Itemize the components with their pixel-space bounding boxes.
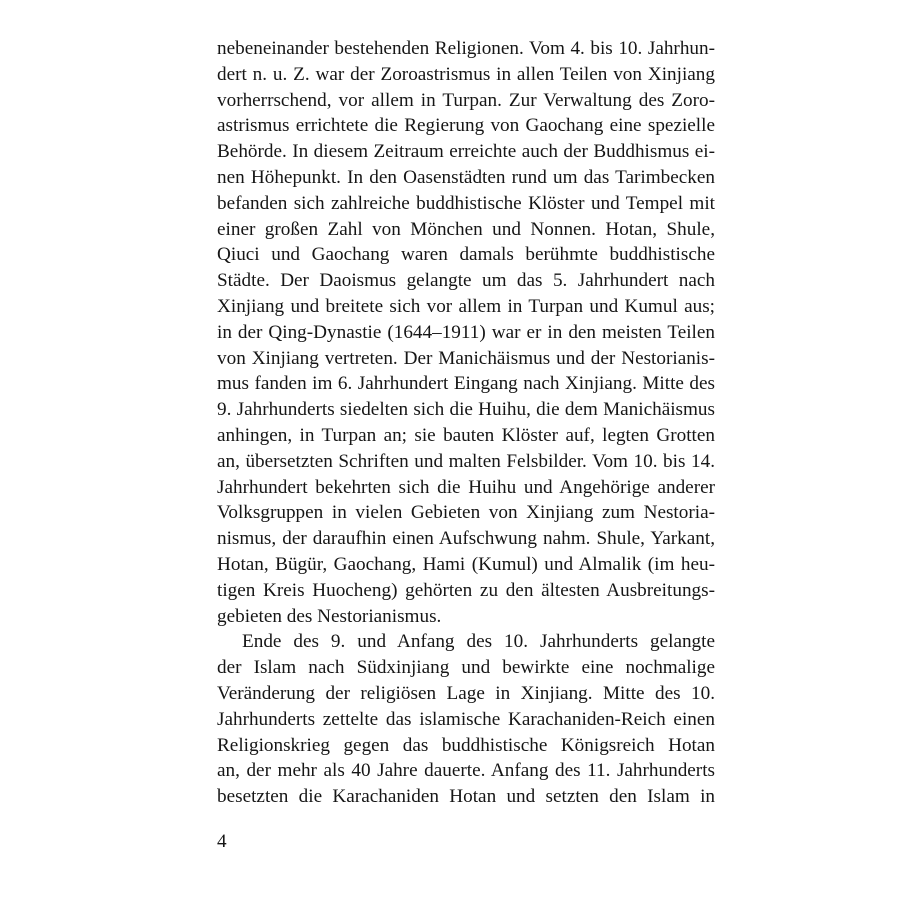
- text-line: in der Qing-Dynastie (1644–1911) war er in den meisten Teilen: [217, 321, 715, 343]
- text-line: 9. Jahrhunderts siedelten sich die Huihu, die dem Manichäismus: [217, 399, 715, 421]
- text-line: Xinjiang und breitete sich vor allem in Turpan und Kumul aus;: [217, 295, 715, 317]
- text-line: Städte. Der Daoismus gelangte um das 5. Jahrhundert nach: [217, 270, 715, 292]
- text-line: Religionskrieg gegen das buddhistische Königsreich Hotan: [217, 734, 715, 756]
- text-line: Hotan, Bügür, Gaochang, Hami (Kumul) und Almalik (im heu-: [217, 553, 715, 575]
- text-line: einer großen Zahl von Mönchen und Nonnen. Hotan, Shule,: [217, 218, 715, 240]
- text-line: Veränderung der religiösen Lage in Xinjiang. Mitte des 10.: [217, 682, 715, 704]
- text-line: von Xinjiang vertreten. Der Manichäismus und der Nestorianis-: [217, 347, 715, 369]
- paragraph: [217, 36, 715, 629]
- body-text: [217, 36, 715, 810]
- text-line: dert n. u. Z. war der Zoroastrismus in allen Teilen von Xinjiang: [217, 63, 715, 85]
- text-line: Ende des 9. und Anfang des 10. Jahrhunderts gelangte: [242, 631, 715, 653]
- text-line: nismus, der daraufhin einen Aufschwung nahm. Shule, Yarkant,: [217, 528, 715, 550]
- text-line: astrismus errichtete die Regierung von Gaochang eine spezielle: [217, 115, 715, 137]
- text-line: an, übersetzten Schriften und malten Felsbilder. Vom 10. bis 14.: [217, 450, 715, 472]
- text-line: Qiuci und Gaochang waren damals berühmte buddhistische: [217, 244, 715, 266]
- page-number: 4: [217, 831, 227, 852]
- text-line: an, der mehr als 40 Jahre dauerte. Anfang des 11. Jahrhunderts: [217, 760, 715, 782]
- text-line: Jahrhunderts zettelte das islamische Karachaniden-Reich einen: [217, 708, 715, 730]
- text-line: Behörde. In diesem Zeitraum erreichte auch der Buddhismus ei-: [217, 141, 715, 163]
- text-line: nebeneinander bestehenden Religionen. Vom 4. bis 10. Jahrhun-: [217, 38, 715, 59]
- paragraph: [217, 629, 715, 810]
- text-line: Volksgruppen in vielen Gebieten von Xinjiang zum Nestoria-: [217, 502, 715, 524]
- text-line: mus fanden im 6. Jahrhundert Eingang nach Xinjiang. Mitte des: [217, 373, 715, 395]
- text-line: anhingen, in Turpan an; sie bauten Klöster auf, legten Grotten: [217, 424, 715, 446]
- text-line: gebieten des Nestorianismus.: [217, 605, 442, 627]
- text-line: der Islam nach Südxinjiang und bewirkte eine nochmalige: [217, 657, 715, 679]
- text-line: besetzten die Karachaniden Hotan und setzten den Islam in: [217, 786, 715, 808]
- text-line: tigen Kreis Huocheng) gehörten zu den ältesten Ausbreitungs-: [217, 579, 715, 601]
- text-line: nen Höhepunkt. In den Oasenstädten rund um das Tarimbecken: [217, 166, 715, 188]
- text-line: befanden sich zahlreiche buddhistische Klöster und Tempel mit: [217, 192, 715, 214]
- text-line: vorherrschend, vor allem in Turpan. Zur Verwaltung des Zoro-: [217, 89, 715, 111]
- text-line: Jahrhundert bekehrten sich die Huihu und Angehörige anderer: [217, 476, 715, 498]
